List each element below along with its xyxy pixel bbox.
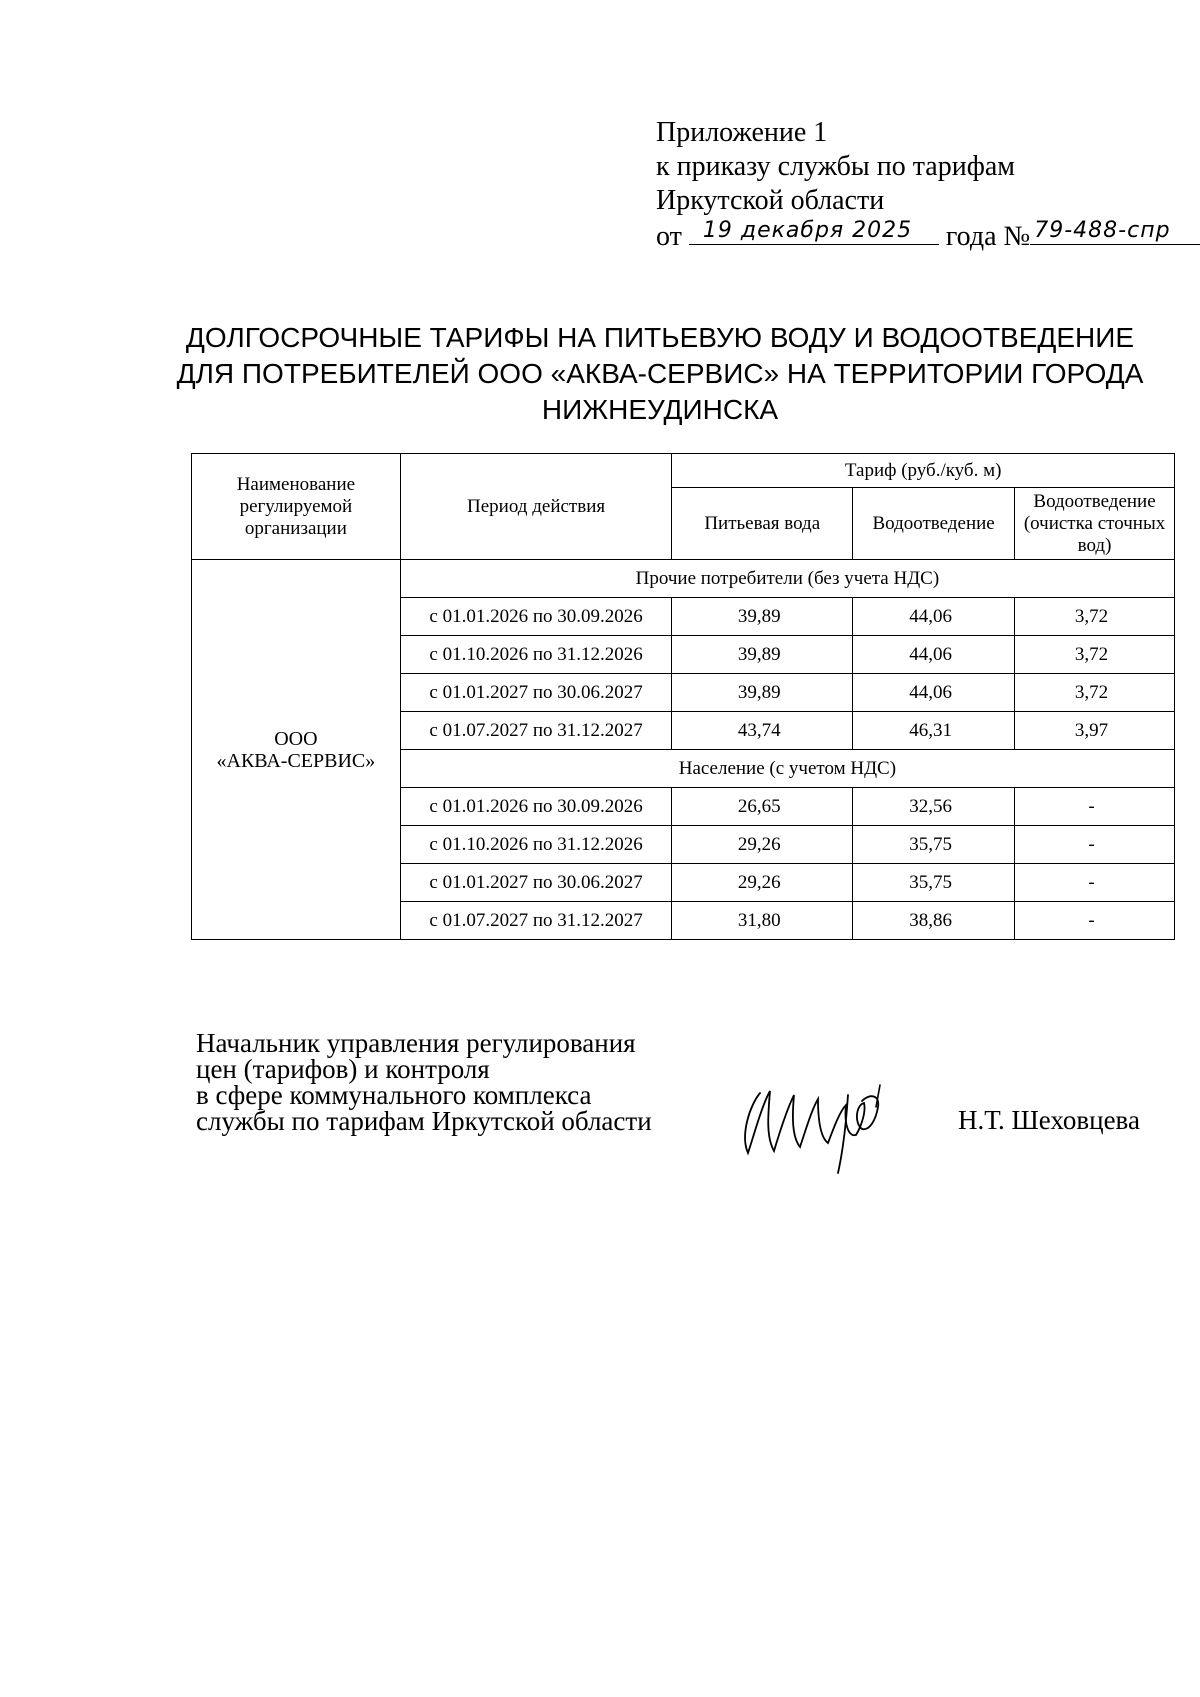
sewage-cell: 46,31 — [853, 712, 1015, 750]
date-field — [689, 218, 939, 245]
signer-name: Н.Т. Шеховцева — [958, 1105, 1140, 1135]
org-name-line-1: ООО — [274, 727, 318, 750]
title-line-3: НИЖНЕУДИНСКА — [541, 394, 779, 425]
from-label: от — [656, 221, 682, 252]
period-cell: с 01.01.2027 по 30.06.2027 — [400, 674, 672, 712]
section-row — [192, 560, 1175, 598]
org-name-line-2: «АКВА-СЕРВИС» — [216, 749, 376, 772]
water-cell: 43,74 — [672, 712, 853, 750]
treatment-cell: - — [1015, 864, 1175, 902]
period-cell: с 01.01.2026 по 30.09.2026 — [400, 788, 672, 826]
period-cell: с 01.10.2026 по 31.12.2026 — [400, 826, 672, 864]
position-line-4: службы по тарифам Иркутской области — [196, 1106, 652, 1136]
treatment-cell: - — [1015, 788, 1175, 826]
section-label: Прочие потребители (без учета НДС) — [400, 560, 1174, 598]
header-sewage: Водоотведение — [853, 488, 1015, 560]
sewage-cell: 44,06 — [853, 598, 1015, 636]
water-cell: 39,89 — [672, 636, 853, 674]
sewage-cell: 35,75 — [853, 826, 1015, 864]
sewage-cell: 35,75 — [853, 864, 1015, 902]
sewage-cell: 38,86 — [853, 902, 1015, 940]
title-line-2: ДЛЯ ПОТРЕБИТЕЛЕЙ ООО «АКВА-СЕРВИС» НА ТЕРРИТОРИИ ГОРОДА — [176, 358, 1144, 389]
position-line-1: Начальник управления регулирования — [196, 1028, 636, 1058]
position-line-2: цен (тарифов) и контроля — [196, 1054, 490, 1084]
number-field — [1030, 218, 1200, 245]
appendix-line-1: Приложение 1 — [656, 117, 828, 148]
sewage-cell: 44,06 — [853, 674, 1015, 712]
appendix-header — [656, 116, 1200, 254]
org-name-cell — [192, 560, 401, 940]
period-cell: с 01.10.2026 по 31.12.2026 — [400, 636, 672, 674]
handwritten-signature — [730, 1065, 930, 1180]
header-period: Период действия — [400, 454, 672, 560]
table-header-row — [192, 454, 1175, 488]
year-label: года № — [945, 221, 1031, 252]
appendix-line-2: к приказу службы по тарифам — [656, 151, 1015, 182]
title-line-1: ДОЛГОСРОЧНЫЕ ТАРИФЫ НА ПИТЬЕВУЮ ВОДУ И ВОДООТВЕДЕНИЕ — [185, 322, 1135, 353]
position-line-3: в сфере коммунального комплекса — [196, 1080, 592, 1110]
water-cell: 31,80 — [672, 902, 853, 940]
water-cell: 29,26 — [672, 826, 853, 864]
sewage-cell: 32,56 — [853, 788, 1015, 826]
appendix-line-3: Иркутской области — [656, 185, 885, 216]
treatment-cell: - — [1015, 902, 1175, 940]
signature-icon — [730, 1065, 930, 1175]
water-cell: 29,26 — [672, 864, 853, 902]
water-cell: 39,89 — [672, 674, 853, 712]
document-title — [160, 320, 1160, 428]
treatment-cell: 3,72 — [1015, 598, 1175, 636]
treatment-cell: 3,97 — [1015, 712, 1175, 750]
signer-position — [196, 1030, 652, 1134]
header-treatment: Водоотведение (очистка сточных вод) — [1015, 488, 1175, 560]
treatment-cell: - — [1015, 826, 1175, 864]
header-org: Наименование регулируемой организации — [192, 454, 401, 560]
header-water: Питьевая вода — [672, 488, 853, 560]
treatment-cell: 3,72 — [1015, 636, 1175, 674]
sewage-cell: 44,06 — [853, 636, 1015, 674]
period-cell: с 01.07.2027 по 31.12.2027 — [400, 712, 672, 750]
period-cell: с 01.01.2026 по 30.09.2026 — [400, 598, 672, 636]
handwritten-number: 79-488-спр — [1034, 218, 1171, 243]
section-label: Население (с учетом НДС) — [400, 750, 1174, 788]
handwritten-date: 19 декабря 2025 — [702, 218, 913, 243]
period-cell: с 01.01.2027 по 30.06.2027 — [400, 864, 672, 902]
period-cell: с 01.07.2027 по 31.12.2027 — [400, 902, 672, 940]
header-tariff: Тариф (руб./куб. м) — [672, 454, 1175, 488]
water-cell: 39,89 — [672, 598, 853, 636]
appendix-order-line — [656, 218, 1200, 254]
water-cell: 26,65 — [672, 788, 853, 826]
tariff-table — [191, 453, 1175, 940]
treatment-cell: 3,72 — [1015, 674, 1175, 712]
